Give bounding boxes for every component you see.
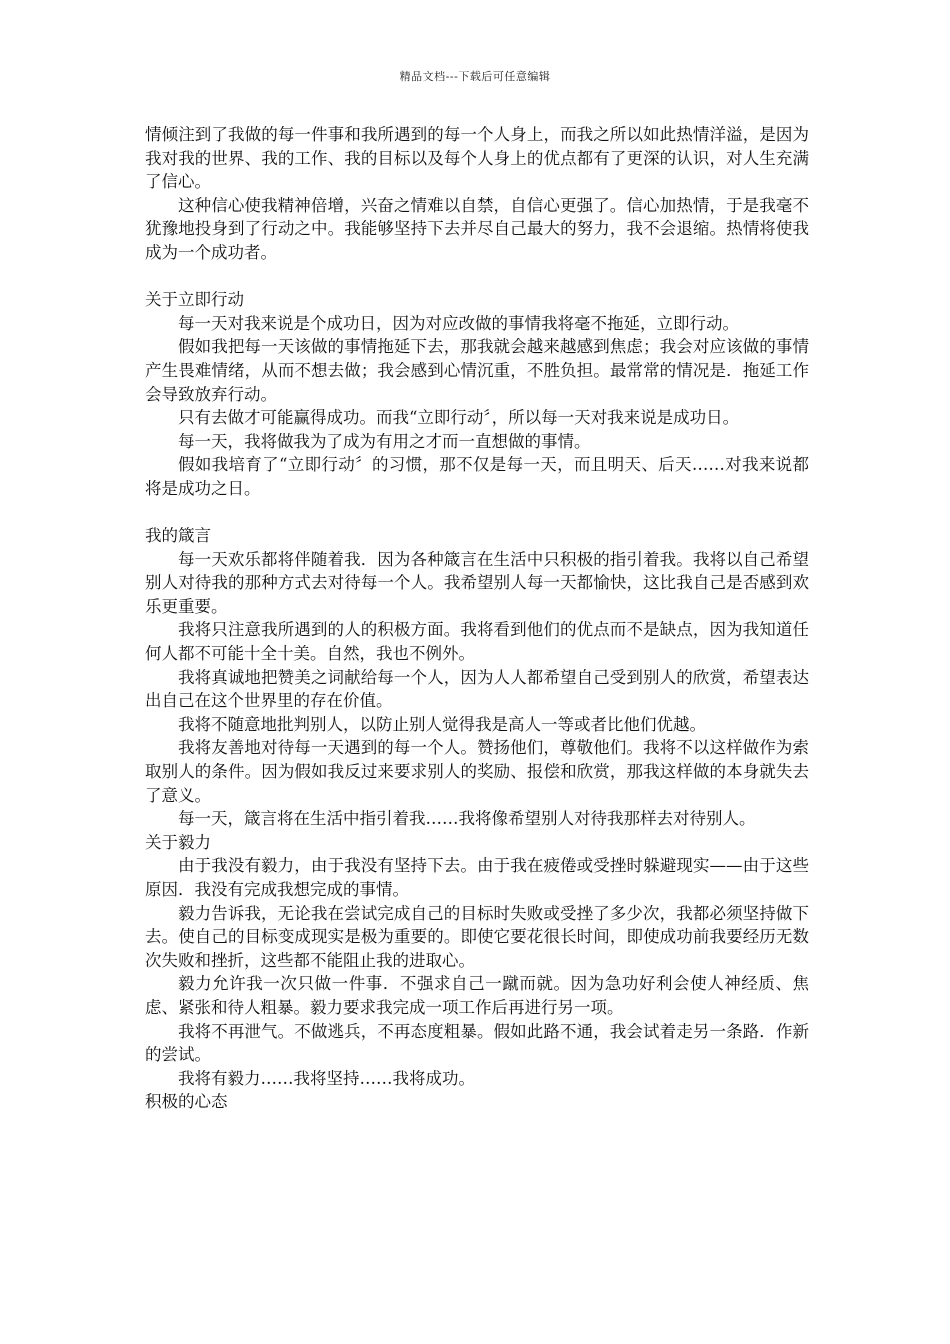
paragraph: 我将友善地对待每一天遇到的每一个人。赞扬他们，尊敬他们。我将不以这样做作为索取别人的条件。因为假如我反过来要求别人的奖励、报偿和欣赏，那我这样做的本身就失去了意义。	[145, 738, 809, 805]
paragraph: 我将不随意地批判别人，以防止别人觉得我是高人一等或者比他们优越。	[178, 714, 706, 734]
paragraph: 每一天，我将做我为了成为有用之才而一直想做的事情。	[178, 431, 591, 451]
paragraph: 每一天，箴言将在生活中指引着我……我将像希望别人对待我那样去对待别人。	[178, 809, 756, 829]
paragraph: 我将只注意我所遇到的人的积极方面。我将看到他们的优点而不是缺点，因为我知道任何人都不可能十全十美。自然，我也不例外。	[145, 620, 809, 664]
paragraph: 假如我培育了“立即行动〞的习惯，那不仅是每一天，而且明天、后天……对我来说都将是成功之日。	[145, 455, 809, 498]
page-header: 精品文档---下载后可任意编辑	[399, 70, 551, 83]
paragraph: 我将不再泄气。不做逃兵，不再态度粗暴。假如此路不通，我会试着走另一条路．作新的尝试。	[145, 1021, 809, 1065]
paragraph: 由于我没有毅力，由于我没有坚持下去。由于我在疲倦或受挫时躲避现实——由于这些原因．我没有完成我想完成的事情。	[145, 856, 809, 899]
paragraph: 这种信心使我精神倍增，兴奋之情难以自禁，自信心更强了。信心加热情，于是我毫不犹豫地投身到了行动之中。我能够坚持下去并尽自己最大的努力，我不会退缩。热情将使我成为一个成功者。	[145, 195, 809, 262]
paragraph: 每一天欢乐都将伴随着我．因为各种箴言在生活中只积极的指引着我。我将以自己希望别人对待我的那种方式去对待每一个人。我希望别人每一天都愉快，这比我自己是否感到欢乐更重要。	[145, 549, 809, 616]
paragraph: 假如我把每一天该做的事情拖延下去，那我就会越来越感到焦虑；我会对应该做的事情产生畏难情绪，从而不想去做；我会感到心情沉重，不胜负担。最常常的情况是．拖延工作会导致放弃行动。	[145, 337, 809, 404]
paragraph: 只有去做才可能赢得成功。而我“立即行动〞，所以每一天对我来说是成功日。	[178, 408, 740, 428]
section-heading-attitude: 积极的心态	[145, 1092, 228, 1112]
paragraph: 我将真诚地把赞美之词献给每一个人，因为人人都希望自己受到别人的欣赏，希望表达出自己在这个世界里的存在价值。	[145, 667, 809, 711]
paragraph: 我将有毅力……我将坚持……我将成功。	[178, 1068, 475, 1088]
paragraph: 每一天对我来说是个成功日，因为对应改做的事情我将毫不拖延，立即行动。	[178, 313, 739, 333]
paragraph: 毅力告诉我，无论我在尝试完成自己的目标时失败或受挫了多少次，我都必须坚持做下去。使自己的目标变成现实是极为重要的。即使它要花很长时间，即使成功前我要经历无数次失败和挫折，这些都不能阻止我的进取心。	[145, 903, 809, 970]
paragraph: 情倾注到了我做的每一件事和我所遇到的每一个人身上，而我之所以如此热情洋溢，是因为我对我的世界、我的工作、我的目标以及每个人身上的优点都有了更深的认识，对人生充满了信心。	[145, 125, 809, 192]
section-heading-motto: 我的箴言	[145, 526, 211, 546]
paragraph: 毅力允许我一次只做一件事．不强求自己一蹴而就。因为急功好利会使人神经质、焦虑、紧张和待人粗暴。毅力要求我完成一项工作后再进行另一项。	[145, 974, 809, 1017]
section-heading-action: 关于立即行动	[145, 290, 244, 310]
section-heading-perseverance: 关于毅力	[145, 832, 211, 852]
document-body	[145, 123, 809, 1114]
